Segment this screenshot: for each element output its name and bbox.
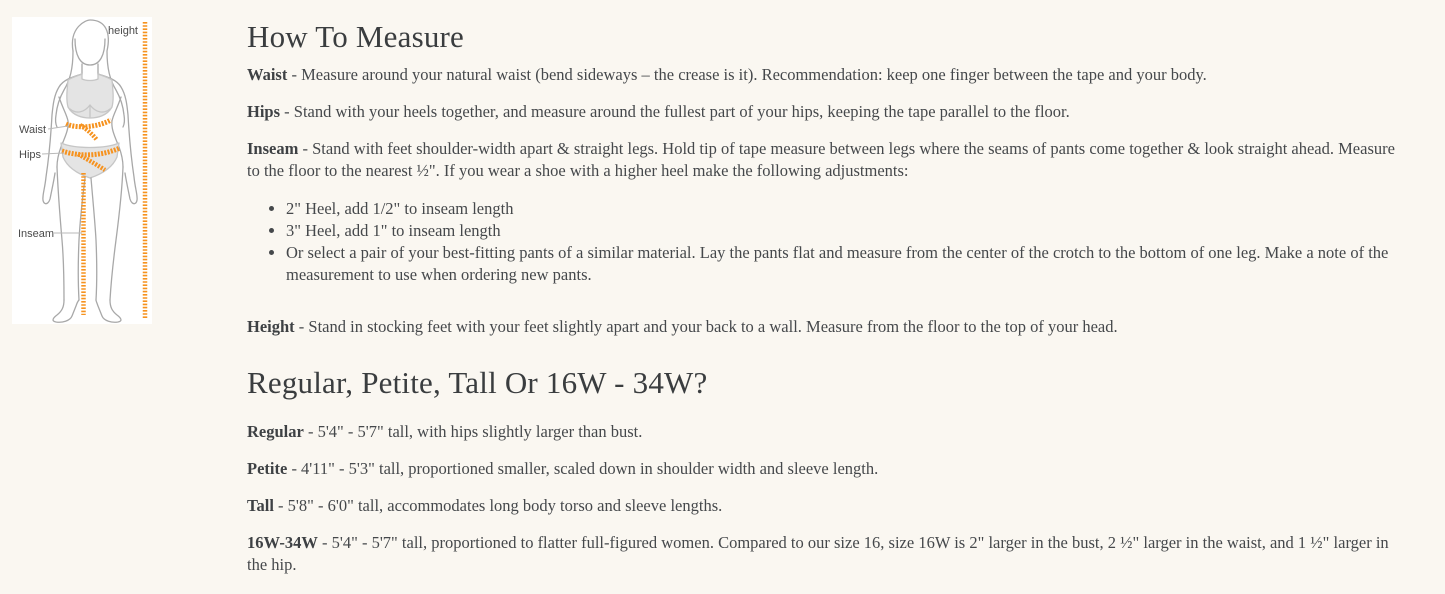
waist-lead: Waist <box>247 65 288 84</box>
height-lead: Height <box>247 317 295 336</box>
petite-paragraph <box>247 458 1399 480</box>
hips-paragraph <box>247 101 1399 123</box>
regular-text: - 5'4" - 5'7" tall, with hips slightly larger than bust. <box>303 422 643 441</box>
right-foot-outline <box>96 300 121 322</box>
plus-size-text: - 5'4" - 5'7" tall, proportioned to flatter full-figured women. Compared to our size 16, size 16W is 2" larger in the bust, 2 ½" larger in the waist, and 1 ½" larger in the hip. <box>247 533 1389 574</box>
heel-adjustment-item-1: • 2" Heel, add 1/2" to inseam length <box>286 198 1399 220</box>
height-paragraph <box>247 316 1399 338</box>
inseam-paragraph <box>247 138 1399 182</box>
tall-paragraph <box>247 495 1399 517</box>
plus-size-lead: 16W-34W <box>247 533 318 552</box>
body-outline-illustration <box>43 20 137 322</box>
inseam-lead: Inseam <box>247 139 299 158</box>
figure-hips-label: Hips <box>19 149 42 161</box>
heel-adjustment-item-2: • 3" Heel, add 1" to inseam length <box>286 220 1399 242</box>
figure-waist-label: Waist <box>19 124 47 136</box>
regular-paragraph <box>247 421 1399 443</box>
measurement-figure <box>12 17 152 324</box>
heel-adjustment-item-3: • Or select a pair of your best-fitting pants of a similar material. Lay the pants flat and measure from the center of the crotch to the bottom of one leg. Make a note of the measurement to use when ordering new pants. <box>286 242 1399 286</box>
tall-text: - 5'8" - 6'0" tall, accommodates long body torso and sleeve lengths. <box>273 496 723 515</box>
figure-inseam-label: Inseam <box>18 228 55 240</box>
how-to-measure-title: How To Measure <box>247 19 465 54</box>
left-foot-outline <box>53 300 79 322</box>
face-outline <box>75 39 105 65</box>
right-leg-inner <box>91 178 97 300</box>
petite-lead: Petite <box>247 459 288 478</box>
regular-lead: Regular <box>247 422 304 441</box>
content-column <box>247 0 1399 591</box>
size-types-title: Regular, Petite, Tall Or 16W - 34W? <box>247 365 708 400</box>
waist-tape <box>66 120 111 127</box>
height-text: - Stand in stocking feet with your feet slightly apart and your back to a wall. Measure from the floor to the top of your head. <box>294 317 1118 336</box>
waist-text: - Measure around your natural waist (bend sideways – the crease is it). Recommendation: keep one finger between the tape and your body. <box>287 65 1207 84</box>
hips-lead: Hips <box>247 102 281 121</box>
hips-leader-line <box>42 153 64 154</box>
right-leg-outline <box>110 167 123 300</box>
waist-paragraph <box>247 64 1399 86</box>
tall-lead: Tall <box>247 496 274 515</box>
hips-text: - Stand with your heels together, and measure around the fullest part of your hips, keeping the tape parallel to the floor. <box>280 102 1070 121</box>
figure-height-label: height <box>108 25 138 37</box>
heel-adjustments-list <box>247 198 1399 286</box>
inseam-text: - Stand with feet shoulder-width apart & straight legs. Hold tip of tape measure between legs where the seams of pants come together & look straight ahead. Measure to the floor to the nearest ½". If you wear a shoe with a higher heel make the following adjustments: <box>247 139 1395 180</box>
petite-text: - 4'11" - 5'3" tall, proportioned smaller, scaled down in shoulder width and sleeve length. <box>287 459 879 478</box>
plus-size-paragraph <box>247 532 1399 576</box>
